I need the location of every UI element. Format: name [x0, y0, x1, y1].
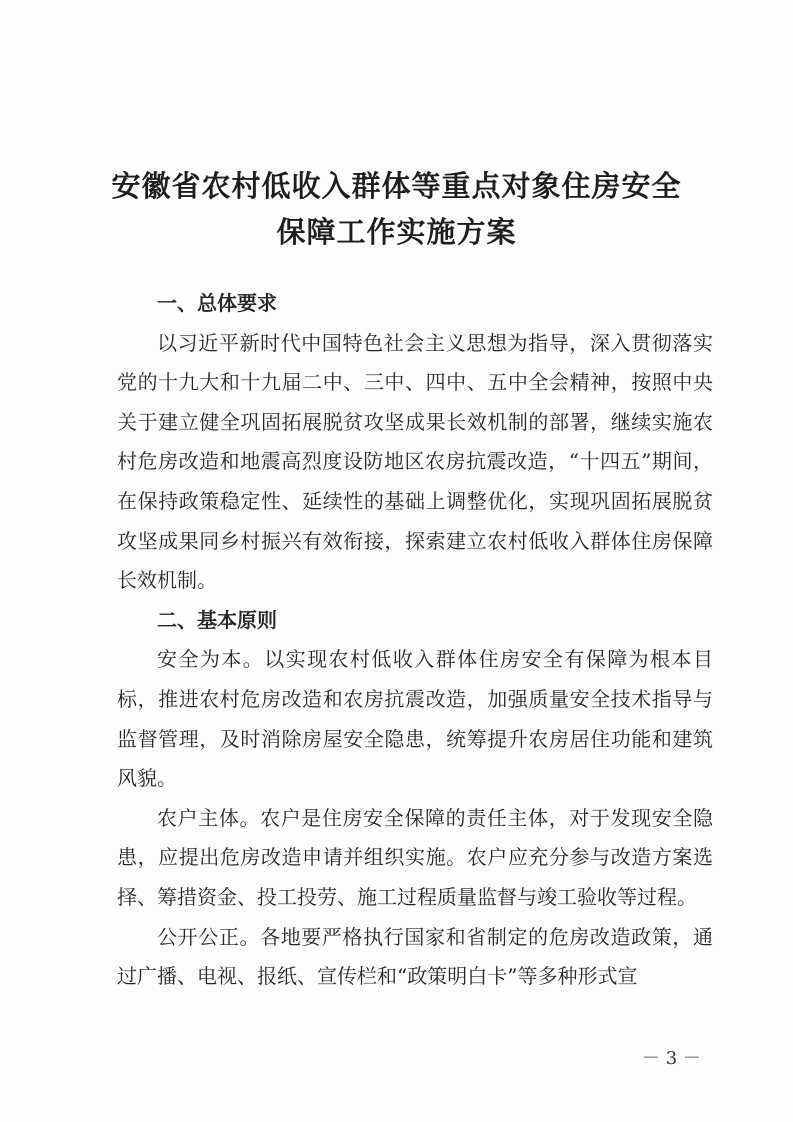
title-line-1: 安徽省农村低收入群体等重点对象住房安全 [111, 169, 682, 203]
section-heading-general-requirements: 一、总体要求 [157, 291, 277, 315]
paragraph-openness-fairness: 公开公正。各地要严格执行国家和省制定的危房改造政策，通过广播、电视、报纸、宣传栏和“政策明白卡”等多种形式宣 [117, 924, 713, 989]
paragraph-general-requirements: 以习近平新时代中国特色社会主义思想为指导，深入贯彻落实党的十九大和十九届二中、三中、四中、五中全会精神，按照中央关于建立健全巩固拓展脱贫攻坚成果长效机制的部署，继续实施农村危房改造和地震高烈度设防地区农房抗震改造，“十四五”期间，在保持政策稳定性、延续性的基础上调整优化，实现巩固拓展脱贫攻坚成果同乡村振兴有效衔接，探索建立农村低收入群体住房保障长效机制。 [117, 330, 713, 593]
page-number: － 3 － [642, 1048, 701, 1069]
document-title [0, 163, 793, 255]
document-body [117, 284, 713, 997]
paragraph-farmer-subject: 农户主体。农户是住房安全保障的责任主体，对于发现安全隐患，应提出危房改造申请并组织实施。农户应充分参与改造方案选择、筹措资金、投工投劳、施工过程质量监督与竣工验收等过程。 [117, 805, 713, 909]
title-line-2: 保障工作实施方案 [276, 215, 517, 249]
section-heading-basic-principles: 二、基本原则 [157, 607, 277, 632]
paragraph-safety-first: 安全为本。以实现农村低收入群体住房安全有保障为根本目标，推进农村危房改造和农房抗震改造，加强质量安全技术指导与监督管理，及时消除房屋安全隐患，统筹提升农房居住功能和建筑风貌。 [117, 647, 713, 791]
